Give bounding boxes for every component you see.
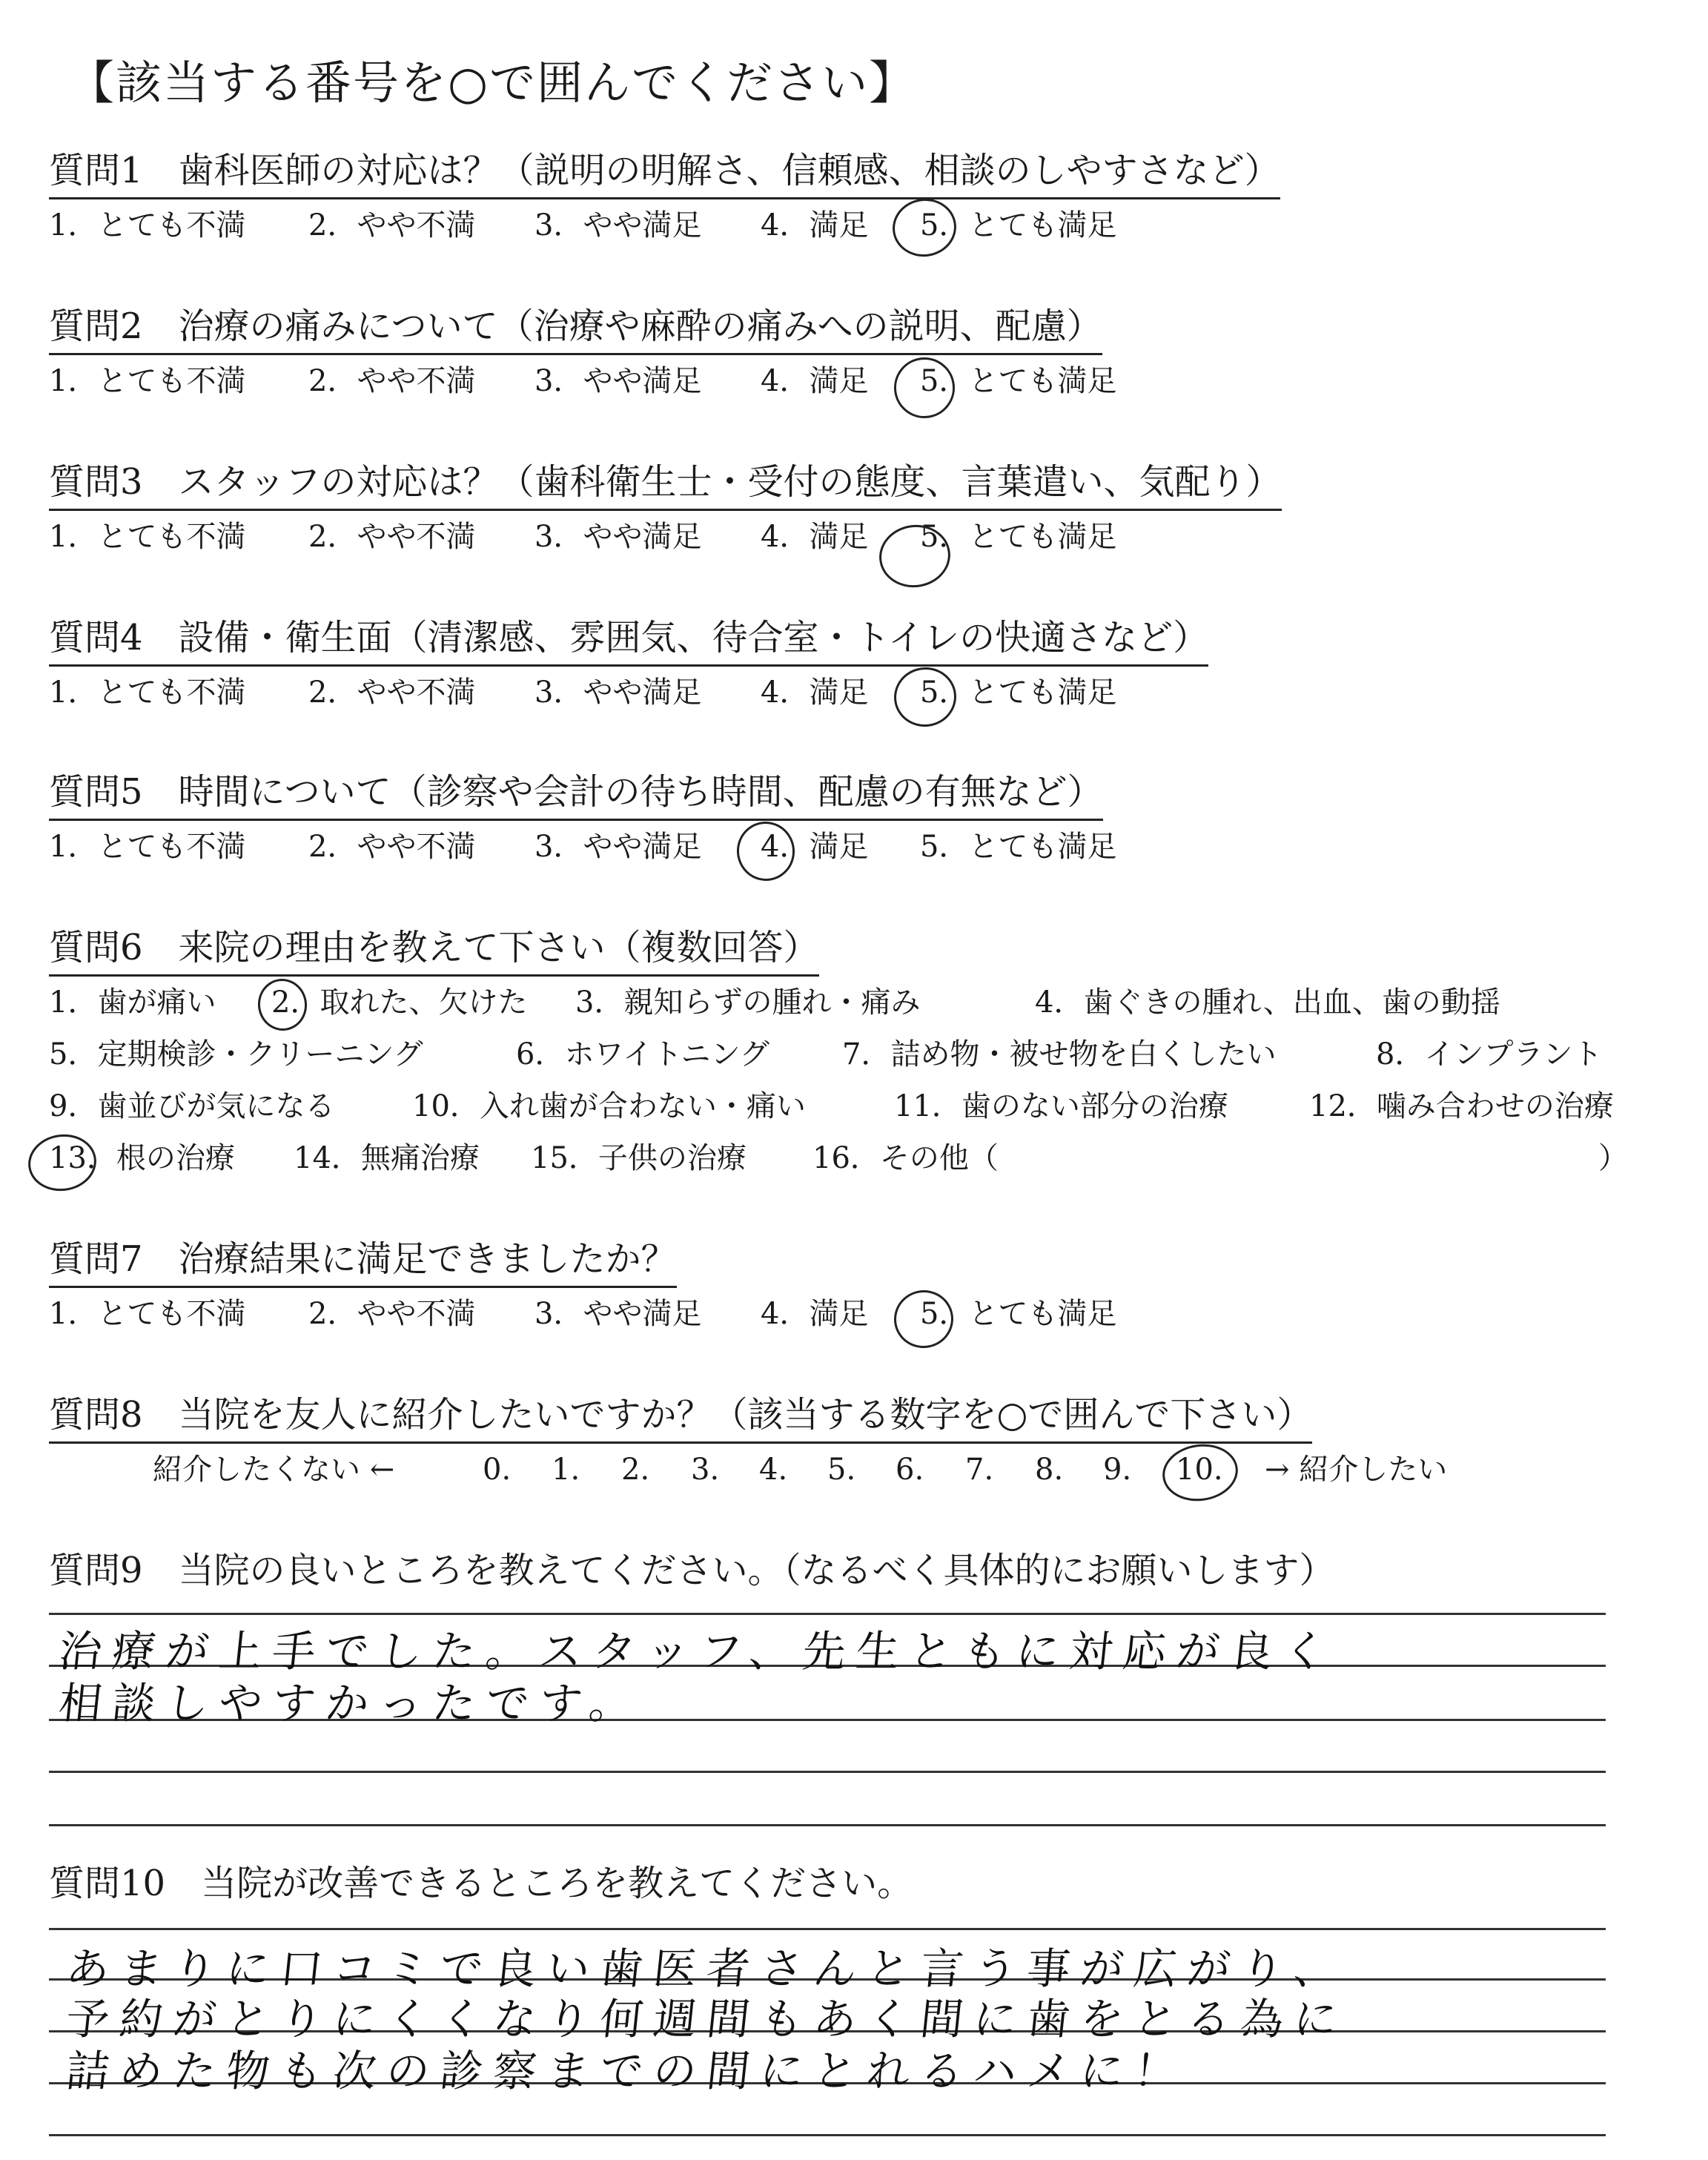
scale-number-9[interactable]: 9. bbox=[1103, 1453, 1132, 1487]
reason-option[interactable]: 8．インプラント bbox=[1376, 1037, 1603, 1071]
scale-number-6[interactable]: 6. bbox=[896, 1453, 924, 1487]
selection-circle bbox=[733, 818, 798, 885]
option-somewhat-satisfied[interactable]: 3．やや満足 bbox=[534, 364, 702, 398]
option-very-satisfied[interactable]: 5．とても満足 bbox=[920, 208, 1117, 242]
answer-line bbox=[49, 1771, 1606, 1773]
scale-number-8[interactable]: 8. bbox=[1035, 1453, 1064, 1487]
question-6-title: 質問6 来院の理由を教えて下さい（複数回答） bbox=[49, 925, 819, 977]
q9-handwritten-line-1: 治療が上手でした。スタッフ、先生ともに対応が良く bbox=[56, 1626, 1340, 1677]
reason-option[interactable]: 12．噛み合わせの治療 bbox=[1309, 1089, 1614, 1123]
reason-option[interactable]: 3．親知らずの腫れ・痛み bbox=[575, 985, 921, 1020]
option-somewhat-dissatisfied[interactable]: 2．やや不満 bbox=[308, 364, 476, 398]
option-satisfied[interactable]: 4．満足 bbox=[761, 208, 869, 242]
option-somewhat-satisfied[interactable]: 3．やや満足 bbox=[534, 1297, 702, 1331]
option-very-dissatisfied[interactable]: 1．とても不満 bbox=[49, 208, 246, 242]
question-2-title: 質問2 治療の痛みについて（治療や麻酔の痛みへの説明、配慮） bbox=[49, 304, 1102, 355]
option-somewhat-satisfied[interactable]: 3．やや満足 bbox=[534, 520, 702, 554]
question-9-title: 質問9 当院の良いところを教えてください。（なるべく具体的にお願いします） bbox=[49, 1550, 1335, 1591]
answer-line bbox=[49, 1613, 1606, 1615]
reason-option[interactable]: 9．歯並びが気になる bbox=[49, 1089, 335, 1123]
question-1-title: 質問1 歯科医師の対応は？（説明の明解さ、信頼感、相談のしやすさなど） bbox=[49, 148, 1280, 199]
reason-option[interactable]: 15．子供の治療 bbox=[531, 1141, 747, 1175]
reason-option[interactable]: 6．ホワイトニング bbox=[516, 1037, 769, 1071]
scale-right-label: → 紹介したい bbox=[1265, 1453, 1448, 1487]
option-somewhat-dissatisfied[interactable]: 2．やや不満 bbox=[308, 1297, 476, 1331]
selection-circle bbox=[1159, 1439, 1242, 1505]
reason-option[interactable]: 5．定期検診・クリーニング bbox=[49, 1037, 423, 1071]
scale-number-4[interactable]: 4. bbox=[759, 1453, 788, 1487]
option-very-satisfied[interactable]: 5．とても満足 bbox=[920, 830, 1117, 864]
option-very-satisfied[interactable]: 5．とても満足 bbox=[920, 1297, 1117, 1331]
option-somewhat-dissatisfied[interactable]: 2．やや不満 bbox=[308, 830, 476, 864]
reason-option[interactable]: 11．歯のない部分の治療 bbox=[894, 1089, 1228, 1123]
other-close-paren: ） bbox=[1598, 1141, 1628, 1175]
option-very-dissatisfied[interactable]: 1．とても不満 bbox=[49, 1297, 246, 1331]
question-4-title: 質問4 設備・衛生面（清潔感、雰囲気、待合室・トイレの快適さなど） bbox=[49, 615, 1208, 667]
selection-circle bbox=[890, 664, 960, 731]
option-very-dissatisfied[interactable]: 1．とても不満 bbox=[49, 676, 246, 710]
reason-option[interactable]: 4．歯ぐきの腫れ、出血、歯の動揺 bbox=[1035, 985, 1500, 1020]
scale-number-2[interactable]: 2. bbox=[621, 1453, 650, 1487]
question-8-title: 質問8 当院を友人に紹介したいですか？（該当する数字を○で囲んで下さい） bbox=[49, 1393, 1312, 1444]
answer-line bbox=[49, 1824, 1606, 1826]
q10-handwritten-line-3: 詰めた物も次の診察までの間にとれるハメに！ bbox=[63, 2046, 1191, 2096]
scale-number-3[interactable]: 3. bbox=[691, 1453, 720, 1487]
option-very-dissatisfied[interactable]: 1．とても不満 bbox=[49, 364, 246, 398]
option-satisfied[interactable]: 4．満足 bbox=[761, 520, 869, 554]
option-very-dissatisfied[interactable]: 1．とても不満 bbox=[49, 830, 246, 864]
option-satisfied[interactable]: 4．満足 bbox=[761, 676, 869, 710]
option-somewhat-satisfied[interactable]: 3．やや満足 bbox=[534, 676, 702, 710]
option-very-satisfied[interactable]: 5．とても満足 bbox=[920, 676, 1117, 710]
scale-number-5[interactable]: 5. bbox=[827, 1453, 856, 1487]
option-satisfied[interactable]: 4．満足 bbox=[761, 830, 869, 864]
answer-line bbox=[49, 1928, 1606, 1930]
q9-handwritten-line-2: 相談しやすかったです。 bbox=[56, 1678, 646, 1728]
selection-circle bbox=[889, 194, 960, 260]
reason-option-other[interactable]: 16．その他（ bbox=[812, 1141, 999, 1175]
question-5-title: 質問5 時間について（診察や会計の待ち時間、配慮の有無など） bbox=[49, 770, 1103, 821]
scale-number-10[interactable]: 10. bbox=[1176, 1453, 1223, 1487]
option-somewhat-dissatisfied[interactable]: 2．やや不満 bbox=[308, 208, 476, 242]
q10-handwritten-line-2: 予約がとりにくくなり何週間もあく間に歯をとる為に bbox=[63, 1994, 1351, 2044]
option-very-satisfied[interactable]: 5．とても満足 bbox=[920, 364, 1117, 398]
scale-left-label: 紹介したくない ← bbox=[153, 1453, 395, 1487]
question-10-title: 質問10 当院が改善できるところを教えてください。 bbox=[49, 1863, 913, 1904]
reason-option[interactable]: 10．入れ歯が合わない・痛い bbox=[412, 1089, 806, 1123]
reason-option[interactable]: 14．無痛治療 bbox=[294, 1141, 480, 1175]
answer-line bbox=[49, 2134, 1606, 2136]
option-somewhat-satisfied[interactable]: 3．やや満足 bbox=[534, 208, 702, 242]
scale-number-7[interactable]: 7. bbox=[965, 1453, 994, 1487]
reason-option[interactable]: 1．歯が痛い bbox=[49, 985, 216, 1020]
q10-handwritten-line-1: あまりに口コミで良い歯医者さんと言う事が広がり、 bbox=[63, 1943, 1351, 1994]
question-7-title: 質問7 治療結果に満足できましたか？ bbox=[49, 1237, 677, 1288]
scale-number-1[interactable]: 1. bbox=[552, 1453, 580, 1487]
option-satisfied[interactable]: 4．満足 bbox=[761, 364, 869, 398]
reason-option[interactable]: 7．詰め物・被せ物を白くしたい bbox=[842, 1037, 1277, 1071]
option-very-satisfied[interactable]: 5．とても満足 bbox=[920, 520, 1117, 554]
page-header: 【該当する番号を○で囲んでください】 bbox=[68, 56, 917, 110]
option-somewhat-dissatisfied[interactable]: 2．やや不満 bbox=[308, 520, 476, 554]
reason-option[interactable]: 2．取れた、欠けた bbox=[271, 985, 528, 1020]
option-somewhat-dissatisfied[interactable]: 2．やや不満 bbox=[308, 676, 476, 710]
option-very-dissatisfied[interactable]: 1．とても不満 bbox=[49, 520, 246, 554]
scale-number-0[interactable]: 0. bbox=[483, 1453, 512, 1487]
question-3-title: 質問3 スタッフの対応は？（歯科衛生士・受付の態度、言葉遣い、気配り） bbox=[49, 460, 1282, 511]
option-satisfied[interactable]: 4．満足 bbox=[761, 1297, 869, 1331]
reason-option[interactable]: 13．根の治療 bbox=[49, 1141, 235, 1175]
option-somewhat-satisfied[interactable]: 3．やや満足 bbox=[534, 830, 702, 864]
